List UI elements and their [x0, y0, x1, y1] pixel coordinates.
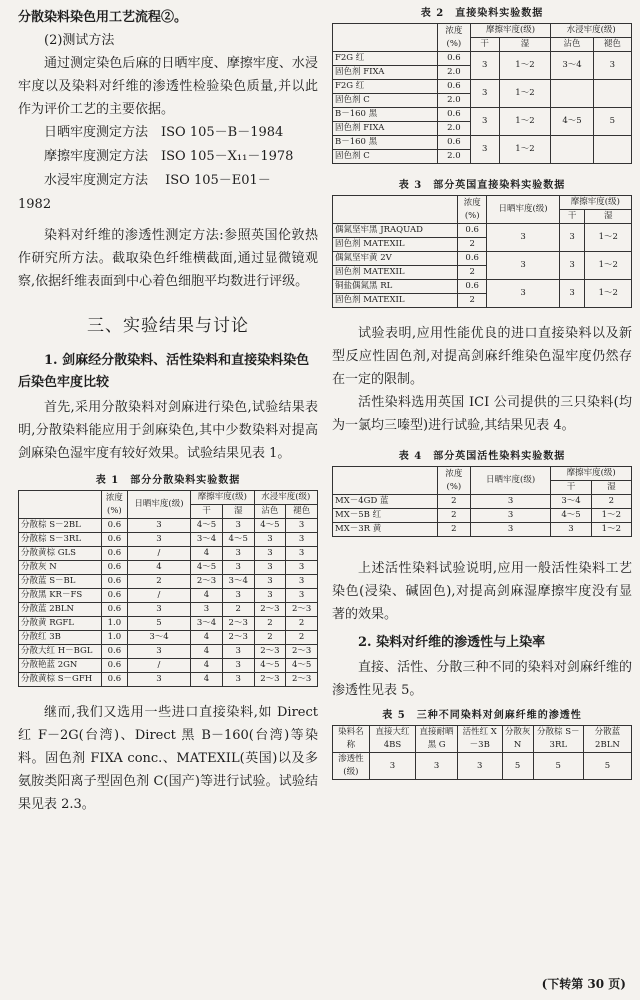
- table5: [332, 725, 632, 780]
- table1-cell: /: [127, 589, 190, 603]
- table2-cell: 1～2: [499, 136, 551, 164]
- table1: [18, 490, 318, 687]
- table1-cell: 0.6: [102, 673, 128, 687]
- table4-cell: 3～4: [551, 495, 591, 509]
- table4-head-light: 日晒牢度(级): [470, 467, 551, 495]
- table1-cell: 2～3: [254, 603, 286, 617]
- table1-cell: 3: [254, 575, 286, 589]
- table2-head-rub: 摩擦牢度(级): [470, 24, 551, 38]
- table3-cell: 0.6: [458, 252, 487, 266]
- table4-row: [333, 509, 632, 523]
- table3-cell: 3: [487, 224, 559, 252]
- table3-caption: 表 3 部分英国直接染料实验数据: [398, 180, 566, 191]
- table2-cell: 2.0: [438, 94, 471, 108]
- table1-cell: 4: [191, 645, 223, 659]
- table4-cell: 3: [551, 523, 591, 537]
- table1-cell: 分散黄棕 GLS: [19, 547, 102, 561]
- table1-cell: 0.6: [102, 603, 128, 617]
- table1-cell: 3: [222, 659, 254, 673]
- table1-head-fade: 褪色: [286, 505, 318, 519]
- table1-row: [19, 533, 318, 547]
- table2-cell: 0.6: [438, 108, 471, 122]
- table1-cell: 分散蓝 2BLN: [19, 603, 102, 617]
- table2-cell: 3～4: [551, 52, 593, 80]
- table1-cell: 2～3: [222, 617, 254, 631]
- table1-cell: 3: [286, 533, 318, 547]
- paragraph-2: 继而,我们又选用一些进口直接染料,如 Direct 红 F－2G(台湾)、Direct 黑 B－160(台湾)等染料。固色剂 FIXA conc.、MATEXIL(英国)以及多氨胺类阳离子型固色剂 C(国产)等进行试验。试验结果见表 2.3。: [18, 705, 318, 812]
- test-method-paragraph: 通过测定染色后麻的日晒牢度、摩擦牢度、水浸牢度以及染料对纤维的渗透性检验染色质量,并以此作为评价工艺的主要依据。: [18, 56, 318, 117]
- table1-cell: 4: [191, 547, 223, 561]
- table2-cell: 3: [593, 52, 631, 80]
- table1-cell: 分散棕 S－2BL: [19, 519, 102, 533]
- table1-cell: 0.6: [102, 659, 128, 673]
- table2-cell: 0.6: [438, 136, 471, 150]
- table1-cell: 4: [191, 673, 223, 687]
- table3-cell: 固色剂 MATEXIL: [333, 238, 458, 252]
- table1-cell: 3: [222, 589, 254, 603]
- table1-caption: 表 1 部分分散染料实验数据: [95, 475, 241, 486]
- table1-row: [19, 575, 318, 589]
- table4-cell: MX－3R 黄: [333, 523, 438, 537]
- table2-cell: 2.0: [438, 66, 471, 80]
- table1-cell: 0.6: [102, 645, 128, 659]
- penetration-paragraph: 染料对纤维的渗透性测定方法:参照英国伦敦热作研究所方法。截取染色纤维横截面,通过显微镜观察,依据纤维表面到中心着色细胞平均数进行评级。: [18, 228, 318, 289]
- table1-cell: 3: [222, 673, 254, 687]
- paragraph-3: 试验表明,应用性能优良的进口直接染料以及新型反应性固色剂,对提高剑麻纤维染色湿牢度仍然存在一定的限制。: [332, 326, 632, 387]
- table1-row: [19, 645, 318, 659]
- table1-cell: 2～3: [286, 645, 318, 659]
- table1-head-stain: 沾色: [254, 505, 286, 519]
- table3-head-rub: 摩擦牢度(级): [559, 196, 631, 210]
- table1-cell: 2～3: [191, 575, 223, 589]
- table2-cell: [593, 80, 631, 108]
- table1-cell: 3: [127, 519, 190, 533]
- table5-head-cell: 直接耐晒黑 G: [416, 726, 458, 753]
- table4-corner: [333, 467, 438, 495]
- table1-cell: 2: [127, 575, 190, 589]
- table1-cell: 0.6: [102, 561, 128, 575]
- table1-cell: 3: [254, 533, 286, 547]
- table4-cell: 4～5: [551, 509, 591, 523]
- table4-cell: 3: [470, 509, 551, 523]
- table1-cell: 4～5: [191, 519, 223, 533]
- table2-cell: 0.6: [438, 80, 471, 94]
- table3-cell: 3: [559, 224, 585, 252]
- table5-head-cell: 直接大红 4BS: [369, 726, 415, 753]
- table3-cell: 3: [487, 252, 559, 280]
- table1-cell: 2: [222, 603, 254, 617]
- table1-cell: 4: [191, 631, 223, 645]
- method-rub: 摩擦牢度测定方法 ISO 105－X₁₁－1978: [44, 149, 294, 164]
- table3-row: [333, 280, 632, 294]
- table5-caption: 表 5 三种不同染料对剑麻纤维的渗透性: [382, 710, 582, 721]
- table1-head-rub: 摩擦牢度(级): [191, 491, 254, 505]
- table1-cell: 分散蓝 S－BL: [19, 575, 102, 589]
- table2-cell: 固色剂 C: [333, 94, 438, 108]
- table5-cell: 5: [583, 753, 631, 780]
- table1-cell: 1.0: [102, 617, 128, 631]
- table1-cell: 3: [286, 519, 318, 533]
- table1-cell: 3: [191, 603, 223, 617]
- method-light: 日晒牢度测定方法 ISO 105－B－1984: [44, 125, 284, 140]
- table3-cell: 偶氮坚牢黑 JRAQUAD: [333, 224, 458, 238]
- table1-cell: 分散黄棕 S－GFH: [19, 673, 102, 687]
- table4-cell: 2: [591, 495, 631, 509]
- table3-cell: 2: [458, 294, 487, 308]
- paragraph-5: 上述活性染料试验说明,应用一般活性染料工艺染色(浸染、碱固色),对提高剑麻湿摩擦牢度没有显著的效果。: [332, 561, 632, 622]
- table1-cell: 4: [191, 589, 223, 603]
- table1-cell: 3～4: [191, 617, 223, 631]
- table1-cell: 3: [286, 589, 318, 603]
- table1-cell: 分散大红 H－BGL: [19, 645, 102, 659]
- table3-row: [333, 224, 632, 238]
- table1-cell: /: [127, 659, 190, 673]
- table3-cell: 偶氮坚牢黄 2V: [333, 252, 458, 266]
- right-column: [332, 0, 632, 780]
- table2-cell: 固色剂 FIXA: [333, 66, 438, 80]
- table2-cell: 3: [470, 108, 499, 136]
- table1-cell: 3: [222, 561, 254, 575]
- table1-cell: 3: [222, 519, 254, 533]
- table1-cell: 分散红 3B: [19, 631, 102, 645]
- table1-cell: 3～4: [191, 533, 223, 547]
- table2-head-stain: 沾色: [551, 38, 593, 52]
- table5-cell: 5: [502, 753, 533, 780]
- table2-cell: 3: [470, 52, 499, 80]
- table2-caption: 表 2 直接染料实验数据: [420, 8, 544, 19]
- table1-cell: 0.6: [102, 533, 128, 547]
- table2-row: [333, 80, 632, 94]
- table5-head-cell: 染料名称: [333, 726, 370, 753]
- table4-caption: 表 4 部分英国活性染料实验数据: [398, 451, 566, 462]
- table1-cell: 2: [286, 631, 318, 645]
- table4-cell: 3: [470, 523, 551, 537]
- table5-head-cell: 活性红 X－3B: [457, 726, 502, 753]
- table5-cell: 3: [416, 753, 458, 780]
- table1-cell: 4～5: [254, 659, 286, 673]
- table2-cell: 2.0: [438, 122, 471, 136]
- table2-head-conc: 浓度 (%): [438, 24, 471, 52]
- table1-cell: 4～5: [254, 519, 286, 533]
- table2-cell: 4～5: [551, 108, 593, 136]
- table1-head-light: 日晒牢度(级): [127, 491, 190, 519]
- table3-row: [333, 252, 632, 266]
- table4-head-wet: 湿: [591, 481, 631, 495]
- table2-head-dry: 干: [470, 38, 499, 52]
- table3-cell: 3: [559, 280, 585, 308]
- table1-cell: 2: [254, 617, 286, 631]
- table1-row: [19, 589, 318, 603]
- method-water: 水浸牢度测定方法 ISO 105－E01－: [44, 173, 271, 188]
- table2-row: [333, 108, 632, 122]
- table2-corner: [333, 24, 438, 52]
- continued-note: (下转第 30 页): [541, 977, 626, 991]
- test-method-heading: (2)测试方法: [44, 33, 115, 48]
- table1-row: [19, 673, 318, 687]
- table1-row: [19, 561, 318, 575]
- table5-cell: 5: [533, 753, 583, 780]
- table5-head-cell: 分散蓝 2BLN: [583, 726, 631, 753]
- table4-cell: 2: [438, 523, 471, 537]
- paragraph-4: 活性染料选用英国 ICI 公司提供的三只染料(均为一氯均三嗪型)进行试验,其结果见表 4。: [332, 395, 632, 433]
- table2-cell: [593, 136, 631, 164]
- table1-cell: 3: [286, 547, 318, 561]
- table3-head-light: 日晒牢度(级): [487, 196, 559, 224]
- table3-cell: 固色剂 MATEXIL: [333, 294, 458, 308]
- table2-cell: 2.0: [438, 150, 471, 164]
- table3-cell: 铜盐偶氮黑 RL: [333, 280, 458, 294]
- table1-cell: 3: [254, 589, 286, 603]
- table3-cell: 3: [487, 280, 559, 308]
- table1-cell: 0.6: [102, 547, 128, 561]
- table3-head-conc: 浓度 (%): [458, 196, 487, 224]
- table4-cell: MX－5B 红: [333, 509, 438, 523]
- section-title: 三、实验结果与讨论: [87, 316, 249, 336]
- table1-cell: 5: [127, 617, 190, 631]
- table1-cell: 3: [286, 575, 318, 589]
- table2: [332, 23, 632, 164]
- table1-cell: 3: [127, 645, 190, 659]
- left-column: [18, 0, 318, 816]
- table1-row: [19, 519, 318, 533]
- table2-head-fade: 褪色: [593, 38, 631, 52]
- table2-cell: 3: [470, 80, 499, 108]
- table2-row: [333, 136, 632, 150]
- table1-head-wet: 湿: [222, 505, 254, 519]
- subsection-1: 1. 剑麻经分散染料、活性染料和直接染料染色后染色牢度比较: [18, 353, 310, 390]
- table2-head-wet: 湿: [499, 38, 551, 52]
- table2-cell: 1～2: [499, 108, 551, 136]
- table2-cell: 固色剂 C: [333, 150, 438, 164]
- table4-row: [333, 523, 632, 537]
- table2-cell: 5: [593, 108, 631, 136]
- table1-cell: 分散灰 N: [19, 561, 102, 575]
- table1-row: [19, 617, 318, 631]
- table4-cell: 3: [470, 495, 551, 509]
- table2-cell: 3: [470, 136, 499, 164]
- table3-corner: [333, 196, 458, 224]
- table3-cell: 0.6: [458, 280, 487, 294]
- table1-cell: 0.6: [102, 519, 128, 533]
- table1-head-water: 水浸牢度(级): [254, 491, 317, 505]
- table3-cell: 1～2: [585, 252, 632, 280]
- table1-head-dry: 干: [191, 505, 223, 519]
- table5-cell: 3: [457, 753, 502, 780]
- table1-cell: 4～5: [191, 561, 223, 575]
- table1-cell: 0.6: [102, 575, 128, 589]
- table1-cell: 2～3: [286, 673, 318, 687]
- subsection-2: 2. 染料对纤维的渗透性与上染率: [358, 635, 546, 650]
- table2-cell: F2G 红: [333, 52, 438, 66]
- table4-cell: 1～2: [591, 509, 631, 523]
- table1-cell: 3: [286, 561, 318, 575]
- table1-cell: 0.6: [102, 589, 128, 603]
- table4-cell: 2: [438, 495, 471, 509]
- table3: [332, 195, 632, 308]
- paragraph-1: 首先,采用分散染料对剑麻进行染色,试验结果表明,分散染料能应用于剑麻染色,其中少数染料对提高剑麻染色湿牢度有较好效果。试验结果见表 1。: [18, 400, 318, 461]
- table5-head-cell: 分散灰 N: [502, 726, 533, 753]
- table1-cell: 1.0: [102, 631, 128, 645]
- table1-cell: 4: [191, 659, 223, 673]
- process-flow-line: 分散染料染色用工艺流程②。: [18, 10, 188, 25]
- table1-cell: 3: [127, 603, 190, 617]
- table1-cell: 4: [127, 561, 190, 575]
- table1-cell: 3: [254, 547, 286, 561]
- table1-cell: 分散棕 S－3RL: [19, 533, 102, 547]
- table4-cell: 1～2: [591, 523, 631, 537]
- table3-head-dry: 干: [559, 210, 585, 224]
- table1-cell: 4～5: [222, 533, 254, 547]
- table2-cell: B－160 黑: [333, 136, 438, 150]
- table1-row: [19, 659, 318, 673]
- table4-cell: MX－4GD 蓝: [333, 495, 438, 509]
- table1-cell: 3: [127, 533, 190, 547]
- table1-cell: 2～3: [254, 645, 286, 659]
- table1-cell: 分散黄 RGFL: [19, 617, 102, 631]
- table1-cell: 2～3: [286, 603, 318, 617]
- table1-cell: 2～3: [254, 673, 286, 687]
- table1-cell: 3: [127, 673, 190, 687]
- table4-cell: 2: [438, 509, 471, 523]
- table2-cell: 固色剂 FIXA: [333, 122, 438, 136]
- table4: [332, 466, 632, 537]
- table5-cell: 渗透性(级): [333, 753, 370, 780]
- table4-head-rub: 摩擦牢度(级): [551, 467, 632, 481]
- table4-row: [333, 495, 632, 509]
- table2-head-water: 水浸牢度(级): [551, 24, 632, 38]
- table1-cell: 4～5: [286, 659, 318, 673]
- table1-cell: /: [127, 547, 190, 561]
- table4-head-conc: 浓度 (%): [438, 467, 471, 495]
- table1-row: [19, 547, 318, 561]
- table1-cell: 2～3: [222, 631, 254, 645]
- table1-cell: 3～4: [222, 575, 254, 589]
- table2-cell: 1～2: [499, 52, 551, 80]
- table1-cell: 3: [222, 547, 254, 561]
- table3-cell: 固色剂 MATEXIL: [333, 266, 458, 280]
- table1-row: [19, 631, 318, 645]
- table2-cell: 0.6: [438, 52, 471, 66]
- table4-head-dry: 干: [551, 481, 591, 495]
- table3-cell: 2: [458, 238, 487, 252]
- table1-row: [19, 603, 318, 617]
- table1-head-conc: 浓度 (%): [102, 491, 128, 519]
- table2-row: [333, 52, 632, 66]
- table1-cell: 2: [254, 631, 286, 645]
- table1-cell: 分散艳蓝 2GN: [19, 659, 102, 673]
- table1-cell: 3～4: [127, 631, 190, 645]
- table2-cell: 1～2: [499, 80, 551, 108]
- table5-head-cell: 分散棕 S－3RL: [533, 726, 583, 753]
- table3-cell: 3: [559, 252, 585, 280]
- table2-cell: F2G 红: [333, 80, 438, 94]
- table1-cell: 3: [254, 561, 286, 575]
- method-water-cont: 1982: [18, 197, 52, 212]
- table1-corner: [19, 491, 102, 519]
- table1-cell: 3: [222, 645, 254, 659]
- table1-cell: 2: [286, 617, 318, 631]
- table3-cell: 2: [458, 266, 487, 280]
- table3-cell: 1～2: [585, 224, 632, 252]
- table3-head-wet: 湿: [585, 210, 632, 224]
- paragraph-6: 直接、活性、分散三种不同的染料对剑麻纤维的渗透性见表 5。: [332, 660, 632, 698]
- table5-cell: 3: [369, 753, 415, 780]
- table2-cell: [551, 80, 593, 108]
- table3-cell: 1～2: [585, 280, 632, 308]
- table3-cell: 0.6: [458, 224, 487, 238]
- table1-cell: 分散黑 KR－FS: [19, 589, 102, 603]
- table2-cell: [551, 136, 593, 164]
- table2-cell: B－160 黑: [333, 108, 438, 122]
